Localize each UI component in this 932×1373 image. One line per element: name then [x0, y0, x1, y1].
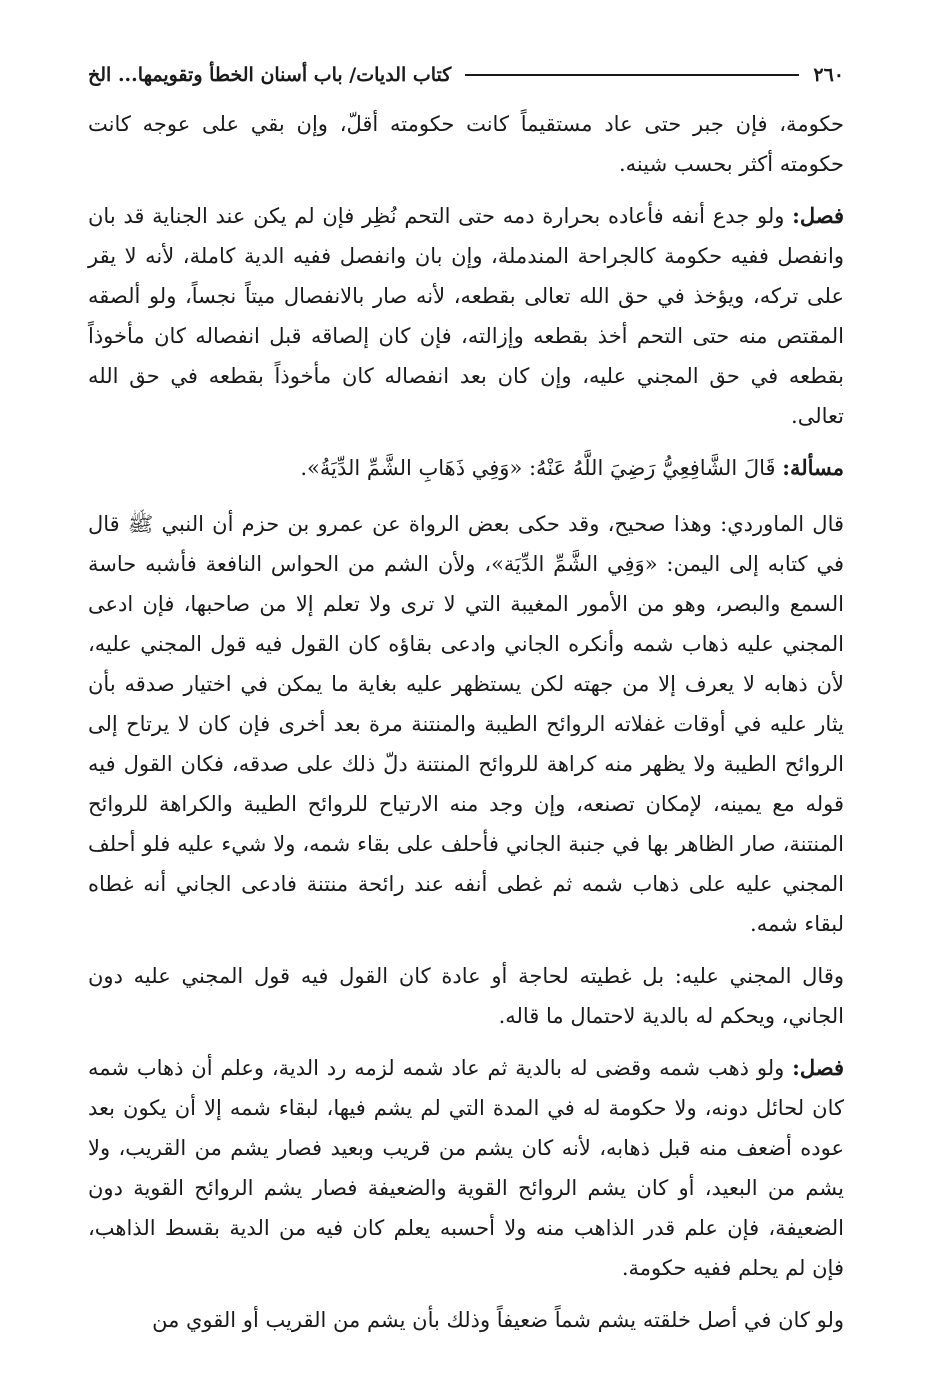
paragraph-text: وقال المجني عليه: بل غطيته لحاجة أو عادة كان القول فيه قول المجني عليه دون الجاني، ويحكم له بالدية لاحتمال ما قاله.	[88, 964, 844, 1028]
paragraph-text: قال الماوردي: وهذا صحيح، وقد حكى بعض الرواة عن عمرو بن حزم أن النبي ﷺ قال في كتابه إلى اليمن: «وَفِي الشَّمِّ الدِّيَة»، ولأن الشم من الحواس النافعة فأشبه حاسة السمع والبصر، وهو من الأمور المغيبة التي لا ترى ولا تعلم إلا من صاحبها، فإن ادعى المجني عليه ذهاب شمه وأنكره الجاني وادعى بقاؤه كان القول فيه قول المجني عليه، لأن ذهابه لا يعرف إلا من جهته لكن يستظهر عليه بغاية ما يمكن في اختيار صدقه بأن يثار عليه في أوقات غفلاته الروائح الطيبة والمنتنة مرة بعد أخرى فإن كان لا يرتاح إلى الروائح الطيبة ولا يظهر منه كراهة للروائح المنتنة دلّ ذلك على صدقه، فكان القول فيه قوله مع يمينه، لإمكان تصنعه، وإن وجد منه الارتياح للروائح الطيبة والكراهة للروائح المنتنة، صار الظاهر بها في جنبة الجاني فأحلف على بقاء شمه، ولا شيء عليه فلو أحلف المجني عليه على ذهاب شمه ثم غطى أنفه عند رائحة منتنة فادعى الجاني أنه غطاه لبقاء شمه.	[88, 512, 845, 936]
paragraph-text: ولو جدع أنفه فأعاده بحرارة دمه حتى التحم نُظِر فإن لم يكن عند الجناية قد بان وانفصل ففيه حكومة كالجراحة المندملة، وإن بان وانفصل ففيه الدية كاملة، لأنه لا يقر على تركه، ويؤخذ في حق الله تعالى بقطعه، لأنه صار بالانفصال ميتاً نجساً، ولو ألصقه المقتص منه حتى التحم أخذ بقطعه وإزالته، فإن كان إلصاقه قبل انفصاله كان مأخوذاً بقطعه في حق المجني عليه، وإن كان بعد انفصاله كان مأخوذاً بقطعه في حق الله تعالى.	[88, 204, 844, 428]
paragraph	[88, 504, 844, 944]
section-paragraph	[88, 1048, 844, 1288]
issue-quote: قَالَ الشَّافِعِيُّ رَضِيَ اللَّهُ عَنْهُ: «وَفِي ذَهَابِ الشَّمِّ الدِّيَةُ».	[300, 456, 783, 480]
page-header	[88, 56, 844, 94]
section-label: فصل:	[792, 1055, 844, 1080]
paragraph-text: ولو ذهب شمه وقضى له بالدية ثم عاد شمه لزمه رد الدية، وعلم أن ذهاب شمه كان لحائل دونه، ولا حكومة له في المدة التي لم يشم فيها، لبقاء شمه إلا أن يكون بعد عوده أضعف منه قبل ذهابه، لأنه كان يشم من قريب وبعيد فصار يشم من القريب، ولا يشم من البعيد، أو كان يشم الروائح القوية والضعيفة فصار يشم الروائح القوية دون الضعيفة، فإن علم قدر الذاهب منه ولا أحسبه يعلم كان فيه من الدية بقسط الذاهب، فإن لم يحلم ففيه حكومة.	[88, 1056, 844, 1280]
page-number: ٢٦٠	[813, 64, 844, 86]
issue-label: مسألة:	[782, 455, 844, 480]
section-paragraph	[88, 196, 844, 436]
page-body	[88, 104, 844, 1340]
issue-heading	[88, 448, 844, 488]
paragraph-text: حكومة، فإن جبر حتى عاد مستقيماً كانت حكومته أقلّ، وإن بقي على عوجه كانت حكومته أكثر بحسب شينه.	[88, 112, 844, 176]
running-title: كتاب الديات/ باب أسنان الخطأ وتقويمها... الخ	[88, 64, 452, 86]
paragraph	[88, 956, 844, 1036]
header-rule	[465, 74, 799, 76]
paragraph-text: ولو كان في أصل خلقته يشم شماً ضعيفاً وذلك بأن يشم من القريب أو القوي من	[152, 1308, 844, 1332]
section-label: فصل:	[792, 203, 844, 228]
paragraph	[88, 1300, 844, 1340]
paragraph	[88, 104, 844, 184]
